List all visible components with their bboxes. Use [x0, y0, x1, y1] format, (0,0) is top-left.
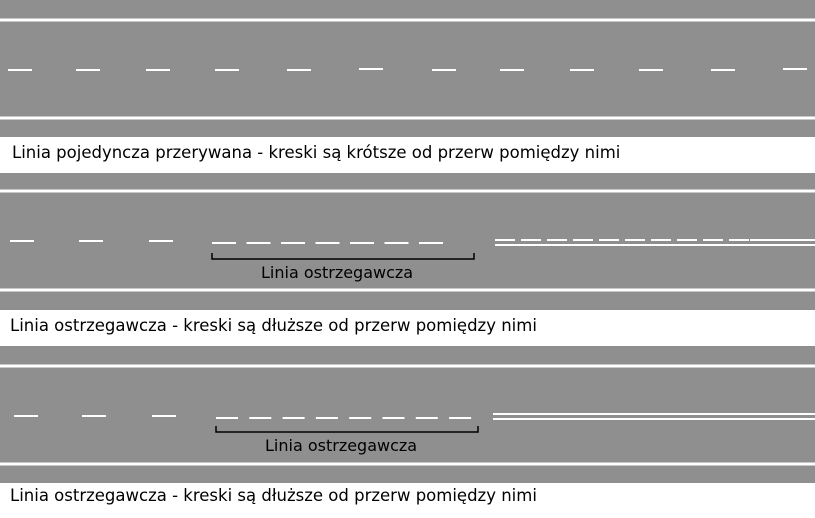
warning-line-label-2: Linia ostrzegawcza — [265, 436, 418, 455]
road-markings-1 — [0, 0, 815, 137]
dashed-line-sequence — [10, 240, 815, 245]
road-panel-1 — [0, 0, 815, 137]
road-panel-3 — [0, 346, 815, 483]
caption-1-text: Linia pojedyncza przerywana - kreski są krótsze od przerw pomiędzy nimi — [12, 143, 621, 162]
road-panel-2 — [0, 173, 815, 310]
dashed-line-sequence — [14, 414, 815, 419]
caption-2 — [0, 315, 815, 337]
road-markings-2 — [0, 173, 815, 310]
warning-line-bracket — [212, 253, 474, 259]
caption-3-text: Linia ostrzegawcza - kreski są dłuższe od przerw pomiędzy nimi — [10, 486, 537, 505]
caption-2-text: Linia ostrzegawcza - kreski są dłuższe od przerw pomiędzy nimi — [10, 316, 537, 335]
warning-line-bracket — [216, 426, 478, 432]
caption-3 — [0, 485, 815, 507]
caption-1 — [0, 142, 815, 164]
single-dashed-line — [8, 69, 807, 70]
warning-line-label-1: Linia ostrzegawcza — [261, 263, 414, 282]
road-markings-3 — [0, 346, 815, 483]
